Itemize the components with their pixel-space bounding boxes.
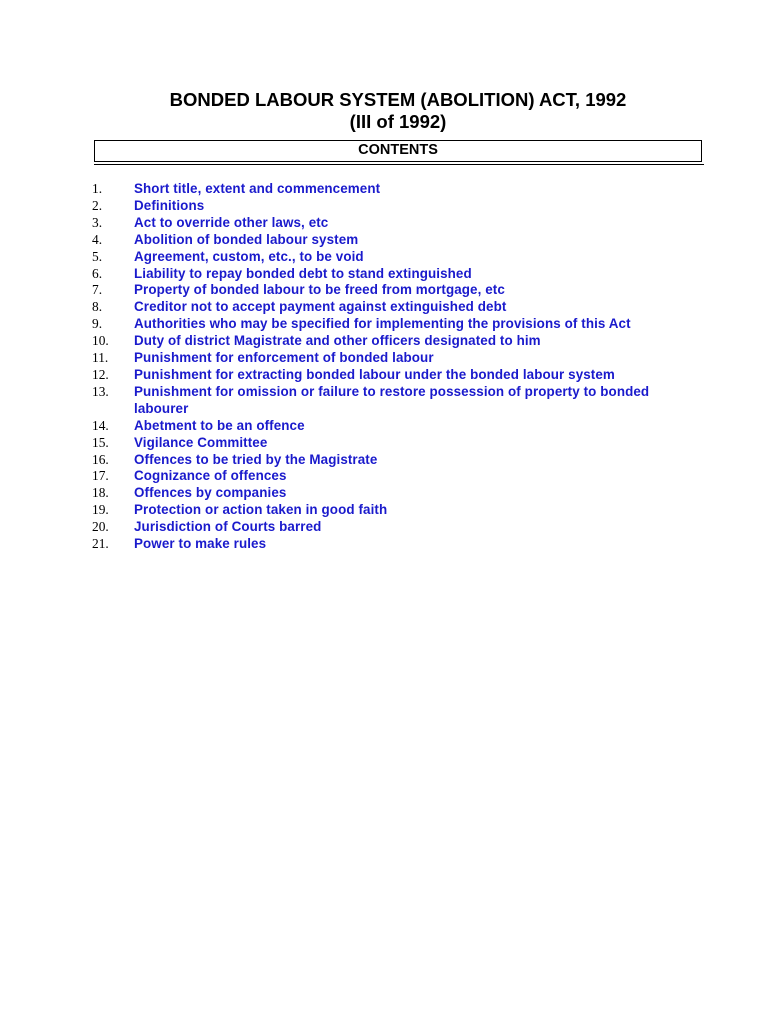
contents-heading: CONTENTS [94,140,702,162]
toc-item-18 [92,485,732,502]
toc-item-16 [92,452,732,469]
toc-number: 12. [92,366,109,382]
toc-number: 7. [92,282,103,298]
toc-number: 11. [92,350,109,366]
toc-item-5 [92,249,732,266]
toc-number: 18. [92,485,109,501]
toc-item-21 [92,536,732,553]
toc-link-creditor-payment[interactable]: Creditor not to accept payment against extinguished debt [134,299,507,315]
toc-link-definitions[interactable]: Definitions [134,197,205,213]
toc-item-6 [92,266,732,283]
toc-link-vigilance-committee[interactable]: Vigilance Committee [134,434,268,450]
toc-number: 13. [92,383,109,399]
toc-number: 20. [92,519,109,535]
toc-link-punishment-extracting[interactable]: Punishment for extracting bonded labour under the bonded labour system [134,366,615,382]
document-subtitle: (III of 1992) [349,111,447,132]
toc-number: 15. [92,434,109,450]
toc-item-7 [92,282,732,299]
toc-number: 16. [92,451,109,467]
toc-link-power-rules[interactable]: Power to make rules [134,536,267,552]
toc-item-2 [92,198,732,215]
toc-link-liability-extinguished[interactable]: Liability to repay bonded debt to stand extinguished [134,265,472,281]
toc-link-cognizance[interactable]: Cognizance of offences [134,468,287,484]
toc-link-punishment-omission[interactable]: Punishment for omission or failure to restore possession of property to bonded labourer [134,383,650,416]
table-of-contents [92,181,732,553]
toc-link-abolition[interactable]: Abolition of bonded labour system [134,231,359,247]
toc-item-12 [92,367,732,384]
toc-item-20 [92,519,732,536]
toc-link-offences-companies[interactable]: Offences by companies [134,485,287,501]
toc-number: 17. [92,468,109,484]
toc-number: 10. [92,333,109,349]
toc-number: 5. [92,248,103,264]
toc-link-punishment-enforcement[interactable]: Punishment for enforcement of bonded labour [134,350,434,366]
toc-link-override-other-laws[interactable]: Act to override other laws, etc [134,214,329,230]
toc-item-3 [92,215,732,232]
toc-number: 21. [92,536,109,552]
toc-item-9 [92,316,732,333]
toc-number: 19. [92,502,109,518]
toc-number: 14. [92,417,109,433]
toc-number: 6. [92,265,103,281]
toc-item-11 [92,350,732,367]
toc-link-property-freed[interactable]: Property of bonded labour to be freed from mortgage, etc [134,282,505,298]
toc-link-authorities[interactable]: Authorities who may be specified for implementing the provisions of this Act [134,316,631,332]
toc-link-jurisdiction-barred[interactable]: Jurisdiction of Courts barred [134,519,322,535]
toc-item-17 [92,468,732,485]
toc-item-19 [92,502,732,519]
toc-link-abetment[interactable]: Abetment to be an offence [134,417,305,433]
document-title: BONDED LABOUR SYSTEM (ABOLITION) ACT, 1992 [169,89,627,110]
toc-item-8 [92,299,732,316]
toc-number: 8. [92,299,103,315]
toc-item-13 [92,384,732,418]
toc-link-short-title[interactable]: Short title, extent and commencement [134,181,381,196]
toc-number: 2. [92,197,103,213]
toc-link-agreement-void[interactable]: Agreement, custom, etc., to be void [134,248,364,264]
toc-item-10 [92,333,732,350]
toc-link-protection-good-faith[interactable]: Protection or action taken in good faith [134,502,388,518]
toc-item-1 [92,181,732,198]
toc-link-offences-tried[interactable]: Offences to be tried by the Magistrate [134,451,378,467]
toc-link-duty-magistrate[interactable]: Duty of district Magistrate and other officers designated to him [134,333,541,349]
toc-item-15 [92,435,732,452]
toc-number: 9. [92,316,103,332]
toc-number: 1. [92,181,103,196]
toc-number: 3. [92,214,103,230]
toc-number: 4. [92,231,103,247]
toc-item-14 [92,418,732,435]
toc-item-4 [92,232,732,249]
